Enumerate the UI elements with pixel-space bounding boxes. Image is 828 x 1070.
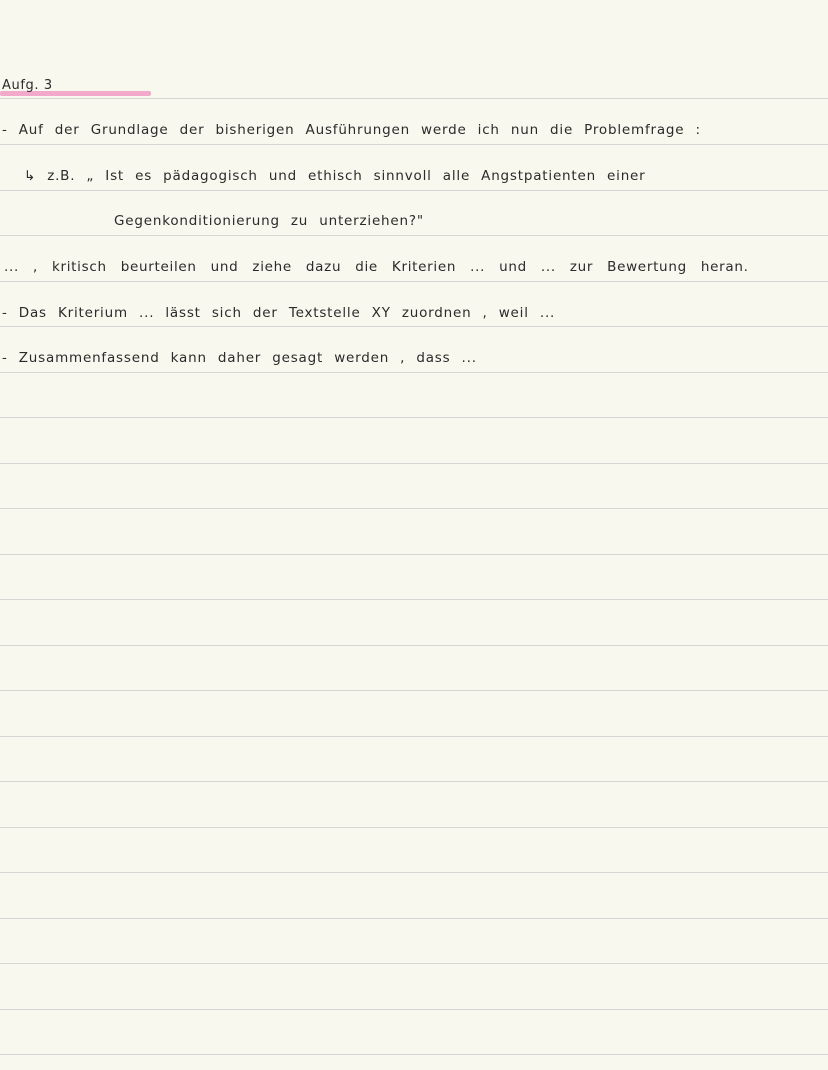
text-line-critical-evaluation: ... , kritisch beurteilen und ziehe dazu die Kriterien ... und ... zur Bewertung heran.	[4, 259, 749, 275]
ruled-line	[0, 235, 828, 236]
ruled-line	[0, 1054, 828, 1055]
text-line-criterion: - Das Kriterium ... lässt sich der Textstelle XY zuordnen , weil ...	[2, 305, 556, 321]
text-line-problem-question: - Auf der Grundlage der bisherigen Ausführungen werde ich nun die Problemfrage :	[2, 122, 701, 138]
ruled-line	[0, 372, 828, 373]
ruled-line	[0, 417, 828, 418]
ruled-line	[0, 872, 828, 873]
ruled-line	[0, 326, 828, 327]
ruled-line	[0, 781, 828, 782]
ruled-line	[0, 281, 828, 282]
ruled-line	[0, 98, 828, 99]
task-heading: Aufg. 3	[2, 78, 53, 93]
ruled-line	[0, 463, 828, 464]
ruled-line	[0, 918, 828, 919]
ruled-line	[0, 645, 828, 646]
text-line-example-question: ↳ z.B. „ Ist es pädagogisch und ethisch sinnvoll alle Angstpatienten einer	[24, 168, 646, 184]
ruled-line	[0, 554, 828, 555]
ruled-line	[0, 190, 828, 191]
ruled-line	[0, 827, 828, 828]
ruled-line	[0, 1009, 828, 1010]
ruled-line	[0, 599, 828, 600]
ruled-line	[0, 736, 828, 737]
ruled-line	[0, 963, 828, 964]
text-line-summary: - Zusammenfassend kann daher gesagt werden , dass ...	[2, 350, 477, 366]
text-line-example-continuation: Gegenkonditionierung zu unterziehen?"	[114, 213, 424, 229]
ruled-line	[0, 690, 828, 691]
ruled-line	[0, 144, 828, 145]
ruled-line	[0, 508, 828, 509]
